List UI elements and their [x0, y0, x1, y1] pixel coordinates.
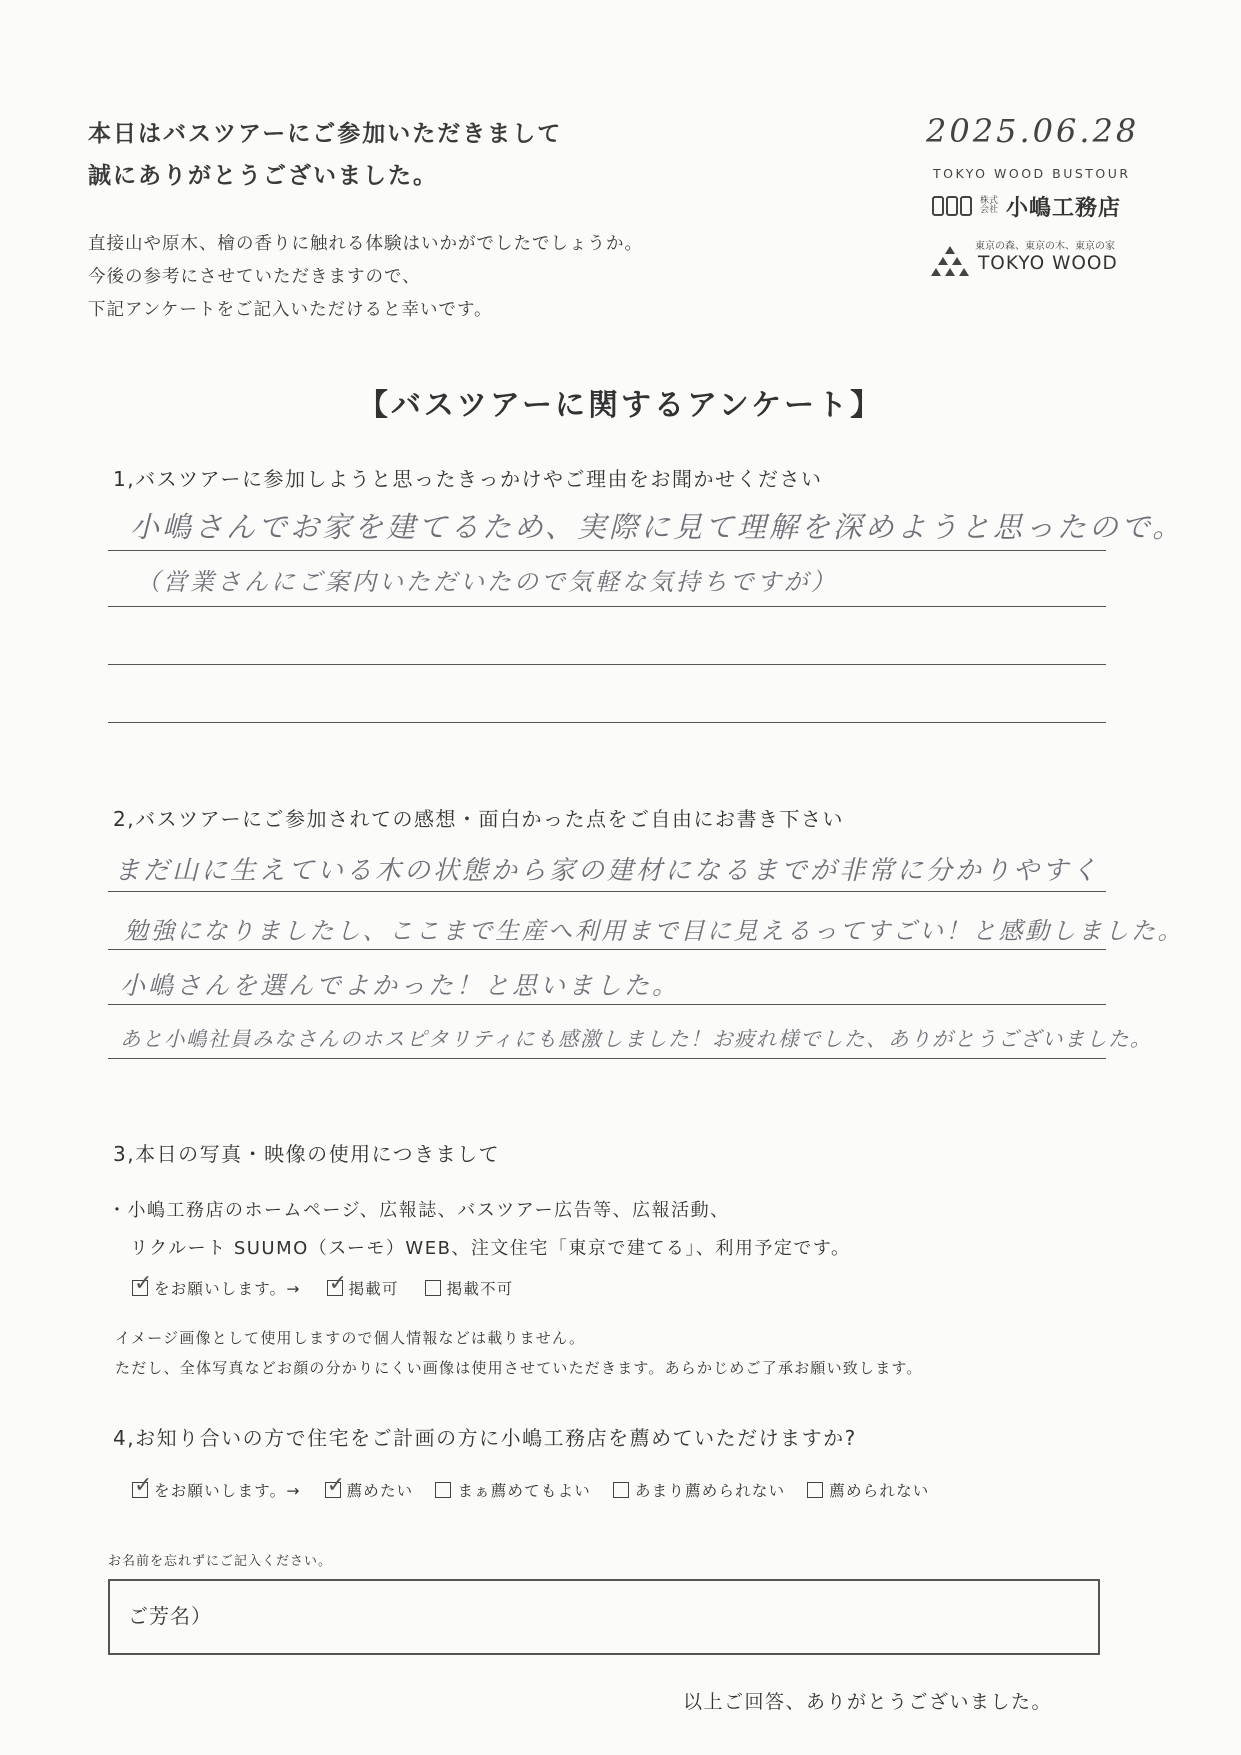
q4-request-label: をお願いします。→: [154, 1482, 301, 1500]
q4-option-rarely-checkbox[interactable]: [613, 1482, 629, 1498]
q1-answer-line1: 小嶋さんでお家を建てるため、実際に見て理解を深めようと思ったので。: [130, 512, 1185, 544]
q4-agree-checkbox[interactable]: [132, 1482, 148, 1498]
q3-question: 3,本日の写真・映像の使用につきまして: [113, 1142, 501, 1166]
q4-option-maybe-label: まぁ薦めてもよい: [457, 1482, 591, 1500]
q1-line-4: [108, 722, 1106, 723]
intro-heading-line1: 本日はバスツアーにご参加いただきまして: [88, 121, 563, 147]
q4-recommend-row: [132, 1479, 930, 1501]
q3-note-line1: イメージ画像として使用しますので個人情報などは載りません。: [115, 1329, 586, 1347]
name-field[interactable]: [108, 1579, 1100, 1655]
q3-usage-line2: リクルート SUUMO（スーモ）WEB、注文住宅「東京で建てる」、利用予定です。: [130, 1238, 851, 1259]
event-name: TOKYO WOOD BUSTOUR: [933, 166, 1131, 181]
q2-answer-line1: まだ山に生えている木の状態から家の建材になるまでが非常に分かりやすく: [114, 856, 1101, 885]
intro-body: [88, 228, 643, 327]
intro-body-line1: 直接山や原木、檜の香りに触れる体験はいかがでしたでしょうか。: [88, 234, 643, 254]
q1-line-3: [108, 664, 1106, 665]
q2-line-4: [108, 1058, 1106, 1059]
q4-option-no-label: 薦められない: [829, 1482, 930, 1500]
q2-answer-line3: 小嶋さんを選んでよかった！と思いました。: [120, 973, 681, 1000]
q4-option-no-checkbox[interactable]: [807, 1482, 823, 1498]
q3-option-no-publish-checkbox[interactable]: [425, 1280, 441, 1296]
intro-body-line2: 今後の参考にさせていただきますので、: [88, 267, 421, 287]
q2-answer-line4: あと小嶋社員みなさんのホスピタリティにも感激しました！お疲れ様でした、ありがとうございました。: [120, 1029, 1152, 1051]
q1-question: 1,バスツアーに参加しようと思ったきっかけやご理由をお聞かせください: [113, 467, 823, 491]
q2-line-3: [108, 1004, 1106, 1005]
q4-question: 4,お知り合いの方で住宅をご計画の方に小嶋工務店を薦めていただけますか?: [113, 1426, 857, 1450]
q2-line-1: [108, 891, 1106, 892]
closing-text: 以上ご回答、ありがとうございました。: [683, 1691, 1053, 1713]
name-label: ご芳名）: [128, 1604, 212, 1628]
q4-option-recommend-label: 薦めたい: [346, 1482, 414, 1500]
intro-heading-line2: 誠にありがとうございました。: [88, 163, 438, 189]
q1-answer-line2: （営業さんにご案内いただいたので気軽な気持ちですが）: [136, 570, 838, 596]
company-name: 小嶋工務店: [1006, 195, 1122, 221]
survey-title: 【バスツアーに関するアンケート】: [357, 388, 884, 423]
q4-option-recommend-checkbox[interactable]: [325, 1482, 341, 1498]
q4-option-maybe-checkbox[interactable]: [435, 1482, 451, 1498]
q3-agree-checkbox[interactable]: [132, 1280, 148, 1296]
company-logo-icon: [932, 196, 972, 216]
q1-line-1: [108, 550, 1106, 551]
intro-body-line3: 下記アンケートをご記入いただけると幸いです。: [88, 300, 493, 320]
event-date: 2025.06.28: [926, 112, 1140, 150]
q1-line-2: [108, 606, 1106, 607]
q3-option-publish-label: 掲載可: [348, 1280, 399, 1298]
q3-usage-line1: ・小嶋工務店のホームページ、広報誌、バスツアー広告等、広報活動、: [108, 1200, 730, 1221]
tokyo-wood-logo-icon: [930, 242, 970, 276]
company-logo: [932, 192, 1121, 220]
q2-answer-line2: 勉強になりましたし、ここまで生産へ利用まで目に見えるってすごい！と感動しました。: [124, 919, 1184, 945]
q3-consent-row: [132, 1277, 513, 1299]
q2-line-2: [108, 949, 1106, 950]
q3-request-label: をお願いします。→: [154, 1280, 301, 1298]
brand-name: TOKYO WOOD: [978, 253, 1118, 274]
q3-option-publish-checkbox[interactable]: [327, 1280, 343, 1296]
q3-option-no-publish-label: 掲載不可: [446, 1280, 514, 1298]
name-instruction: お名前を忘れずにご記入ください。: [108, 1554, 333, 1569]
intro-heading: [88, 113, 562, 197]
company-kind: 株式会社: [980, 196, 999, 215]
q2-question: 2,バスツアーにご参加されての感想・面白かった点をご自由にお書き下さい: [113, 807, 844, 831]
q3-note-line2: ただし、全体写真などお顔の分かりにくい画像は使用させていただきます。あらかじめご了承お願い致します。: [115, 1359, 923, 1377]
brand-tagline: 東京の森、東京の木、東京の家: [975, 241, 1115, 252]
q4-option-rarely-label: あまり薦められない: [634, 1482, 786, 1500]
